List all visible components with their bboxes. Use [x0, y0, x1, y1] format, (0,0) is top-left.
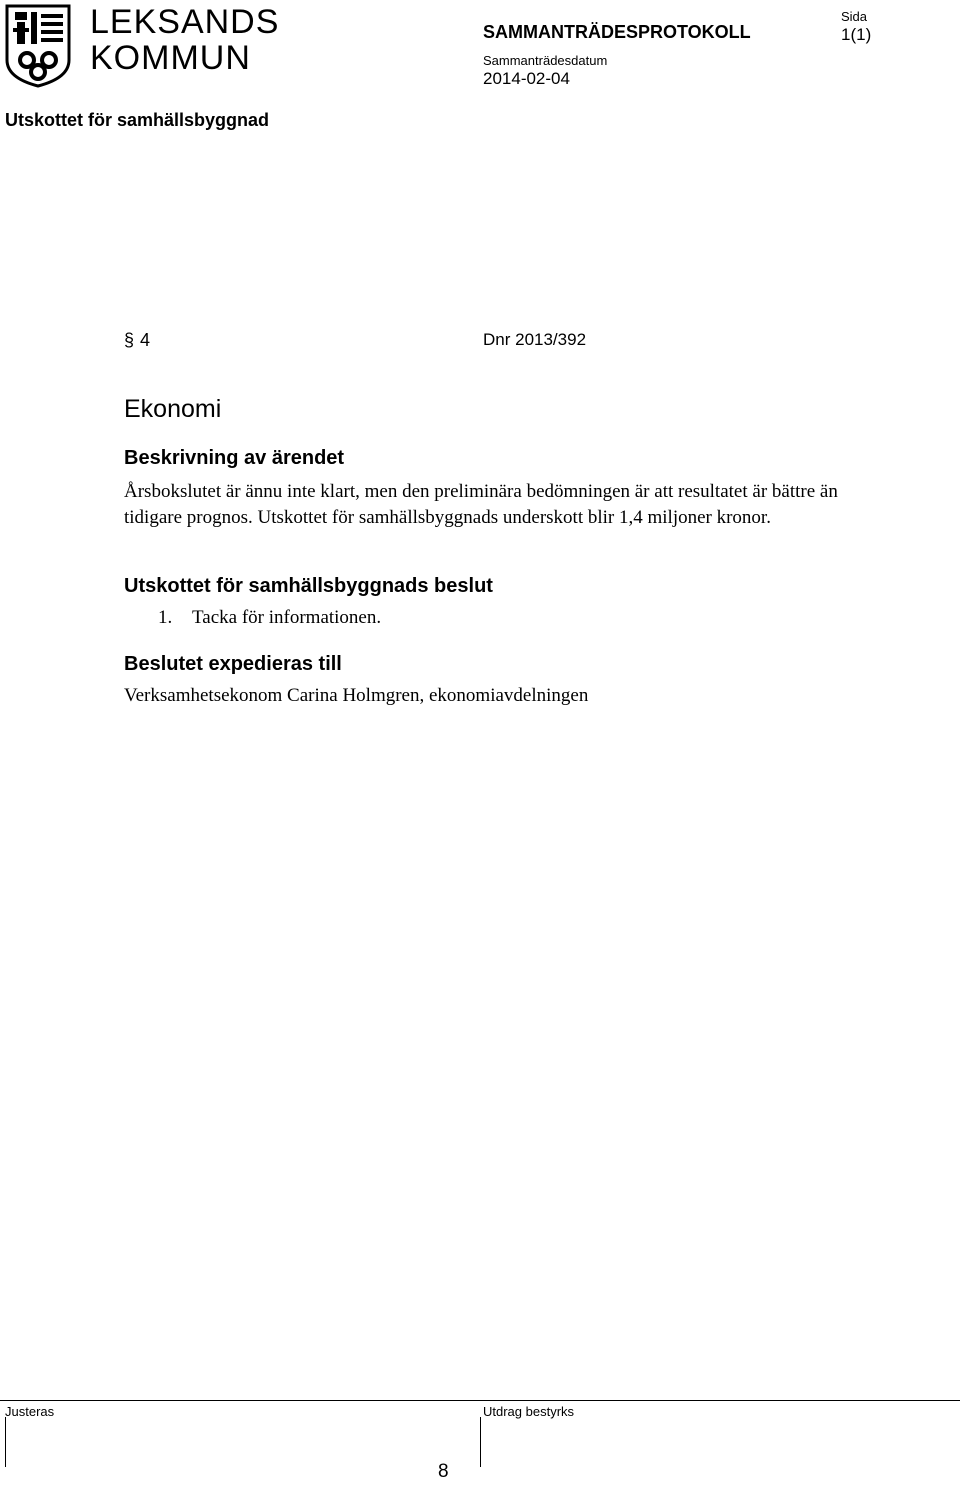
section-title: Ekonomi: [124, 395, 222, 423]
signature-box-divider-left: [5, 1417, 6, 1467]
meeting-date: 2014-02-04: [483, 69, 570, 88]
paragraph-number: 4: [140, 330, 151, 350]
decision-list: [158, 607, 381, 629]
page-number: 8: [438, 1461, 449, 1482]
description-body: Årsbokslutet är ännu inte klart, men den preliminära bedömningen är att resultatet är bättre än tidigare prognos. Utskottet för samhällsbyggnads underskott blir 1,4 miljoner kronor.: [124, 481, 838, 528]
page-count: 1(1): [841, 25, 872, 44]
recipients: Verksamhetsekonom Carina Holmgren, ekonomiavdelningen: [124, 685, 589, 706]
decision-item-text: Tacka för informationen.: [192, 607, 382, 628]
logo-text-line2: KOMMUN: [90, 39, 251, 77]
justeras-label: Justeras: [5, 1404, 55, 1419]
recipients-heading: Beslutet expedieras till: [124, 653, 342, 675]
paragraph-sign: §: [124, 330, 135, 350]
committee-name: Utskottet för samhällsbyggnad: [5, 110, 270, 130]
logo-wordmark: [90, 4, 279, 76]
page-label: Sida: [841, 9, 868, 24]
logo-text-line1: LEKSANDS: [90, 3, 280, 41]
document-type: SAMMANTRÄDESPROTOKOLL: [483, 22, 751, 42]
decision-item-number: 1.: [158, 607, 173, 628]
list-item: [158, 607, 381, 629]
decision-heading: Utskottet för samhällsbyggnads beslut: [124, 575, 493, 597]
description-heading: Beskrivning av ärendet: [124, 447, 345, 469]
leksands-coat-of-arms-icon: [5, 4, 71, 88]
utdrag-bestyrks-label: Utdrag bestyrks: [483, 1404, 575, 1419]
signature-box-divider-middle: [480, 1417, 481, 1467]
meeting-date-label: Sammanträdesdatum: [483, 53, 608, 68]
case-number: Dnr 2013/392: [483, 330, 587, 349]
